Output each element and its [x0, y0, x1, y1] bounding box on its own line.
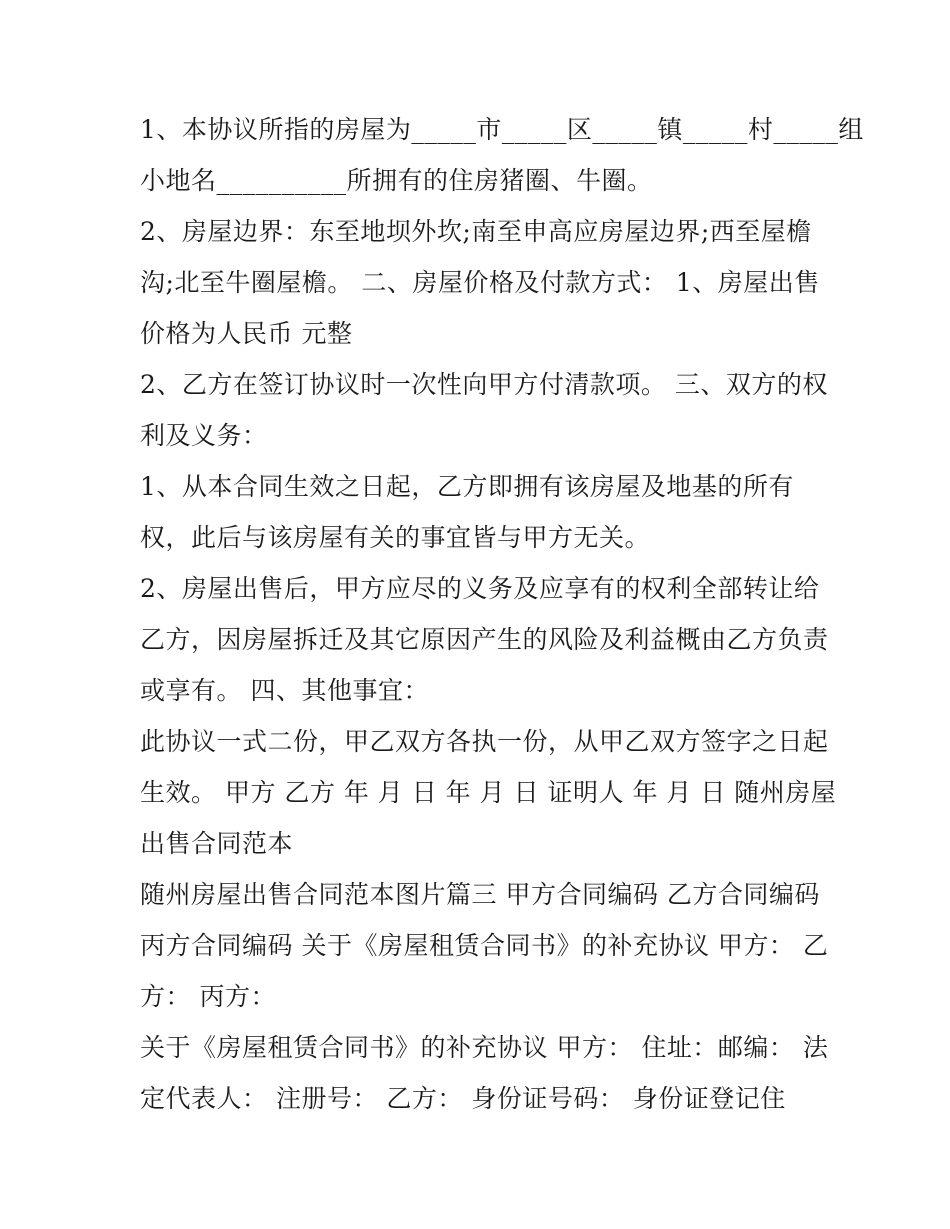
text-line: 小地名__________所拥有的住房猪圈、牛圈。	[140, 166, 653, 195]
text-line: 利及义务：	[140, 421, 268, 450]
text-line: 关于《房屋租赁合同书》的补充协议 甲方： 住址：邮编： 法	[140, 1033, 829, 1062]
text-line: 定代表人： 注册号： 乙方： 身份证号码： 身份证登记住	[140, 1084, 786, 1113]
text-line: 出售合同范本	[140, 829, 294, 858]
text-line: 2、房屋出售后，甲方应尽的义务及应享有的权利全部转让给	[140, 574, 820, 603]
text-line: 2、乙方在签订协议时一次性向甲方付清款项。 三、双方的权	[140, 370, 828, 399]
text-line: 此协议一式二份，甲乙双方各执一份，从甲乙双方签字之日起	[140, 727, 829, 756]
document-body	[140, 104, 864, 1124]
text-line: 沟;北至牛圈屋檐。 二、房屋价格及付款方式： 1、房屋出售	[140, 268, 820, 297]
text-line: 或享有。 四、其他事宜：	[140, 676, 429, 705]
text-line: 价格为人民币 元整	[140, 319, 353, 348]
text-line: 1、从本合同生效之日起，乙方即拥有该房屋及地基的所有	[140, 472, 794, 501]
text-line: 2、房屋边界：东至地坝外坎;南至申高应房屋边界;西至屋檐	[140, 217, 812, 246]
text-line: 权，此后与该房屋有关的事宜皆与甲方无关。	[140, 523, 651, 552]
text-line: 丙方合同编码 关于《房屋租赁合同书》的补充协议 甲方： 乙	[140, 931, 829, 960]
text-line: 乙方，因房屋拆迁及其它原因产生的风险及利益概由乙方负责	[140, 625, 829, 654]
text-line: 随州房屋出售合同范本图片篇三 甲方合同编码 乙方合同编码	[140, 880, 820, 909]
text-line: 生效。 甲方 乙方 年 月 日 年 月 日 证明人 年 月 日 随州房屋	[140, 778, 837, 807]
text-line: 1、本协议所指的房屋为_____市_____区_____镇_____村_____组	[140, 115, 864, 144]
text-line: 方： 丙方：	[140, 982, 276, 1011]
